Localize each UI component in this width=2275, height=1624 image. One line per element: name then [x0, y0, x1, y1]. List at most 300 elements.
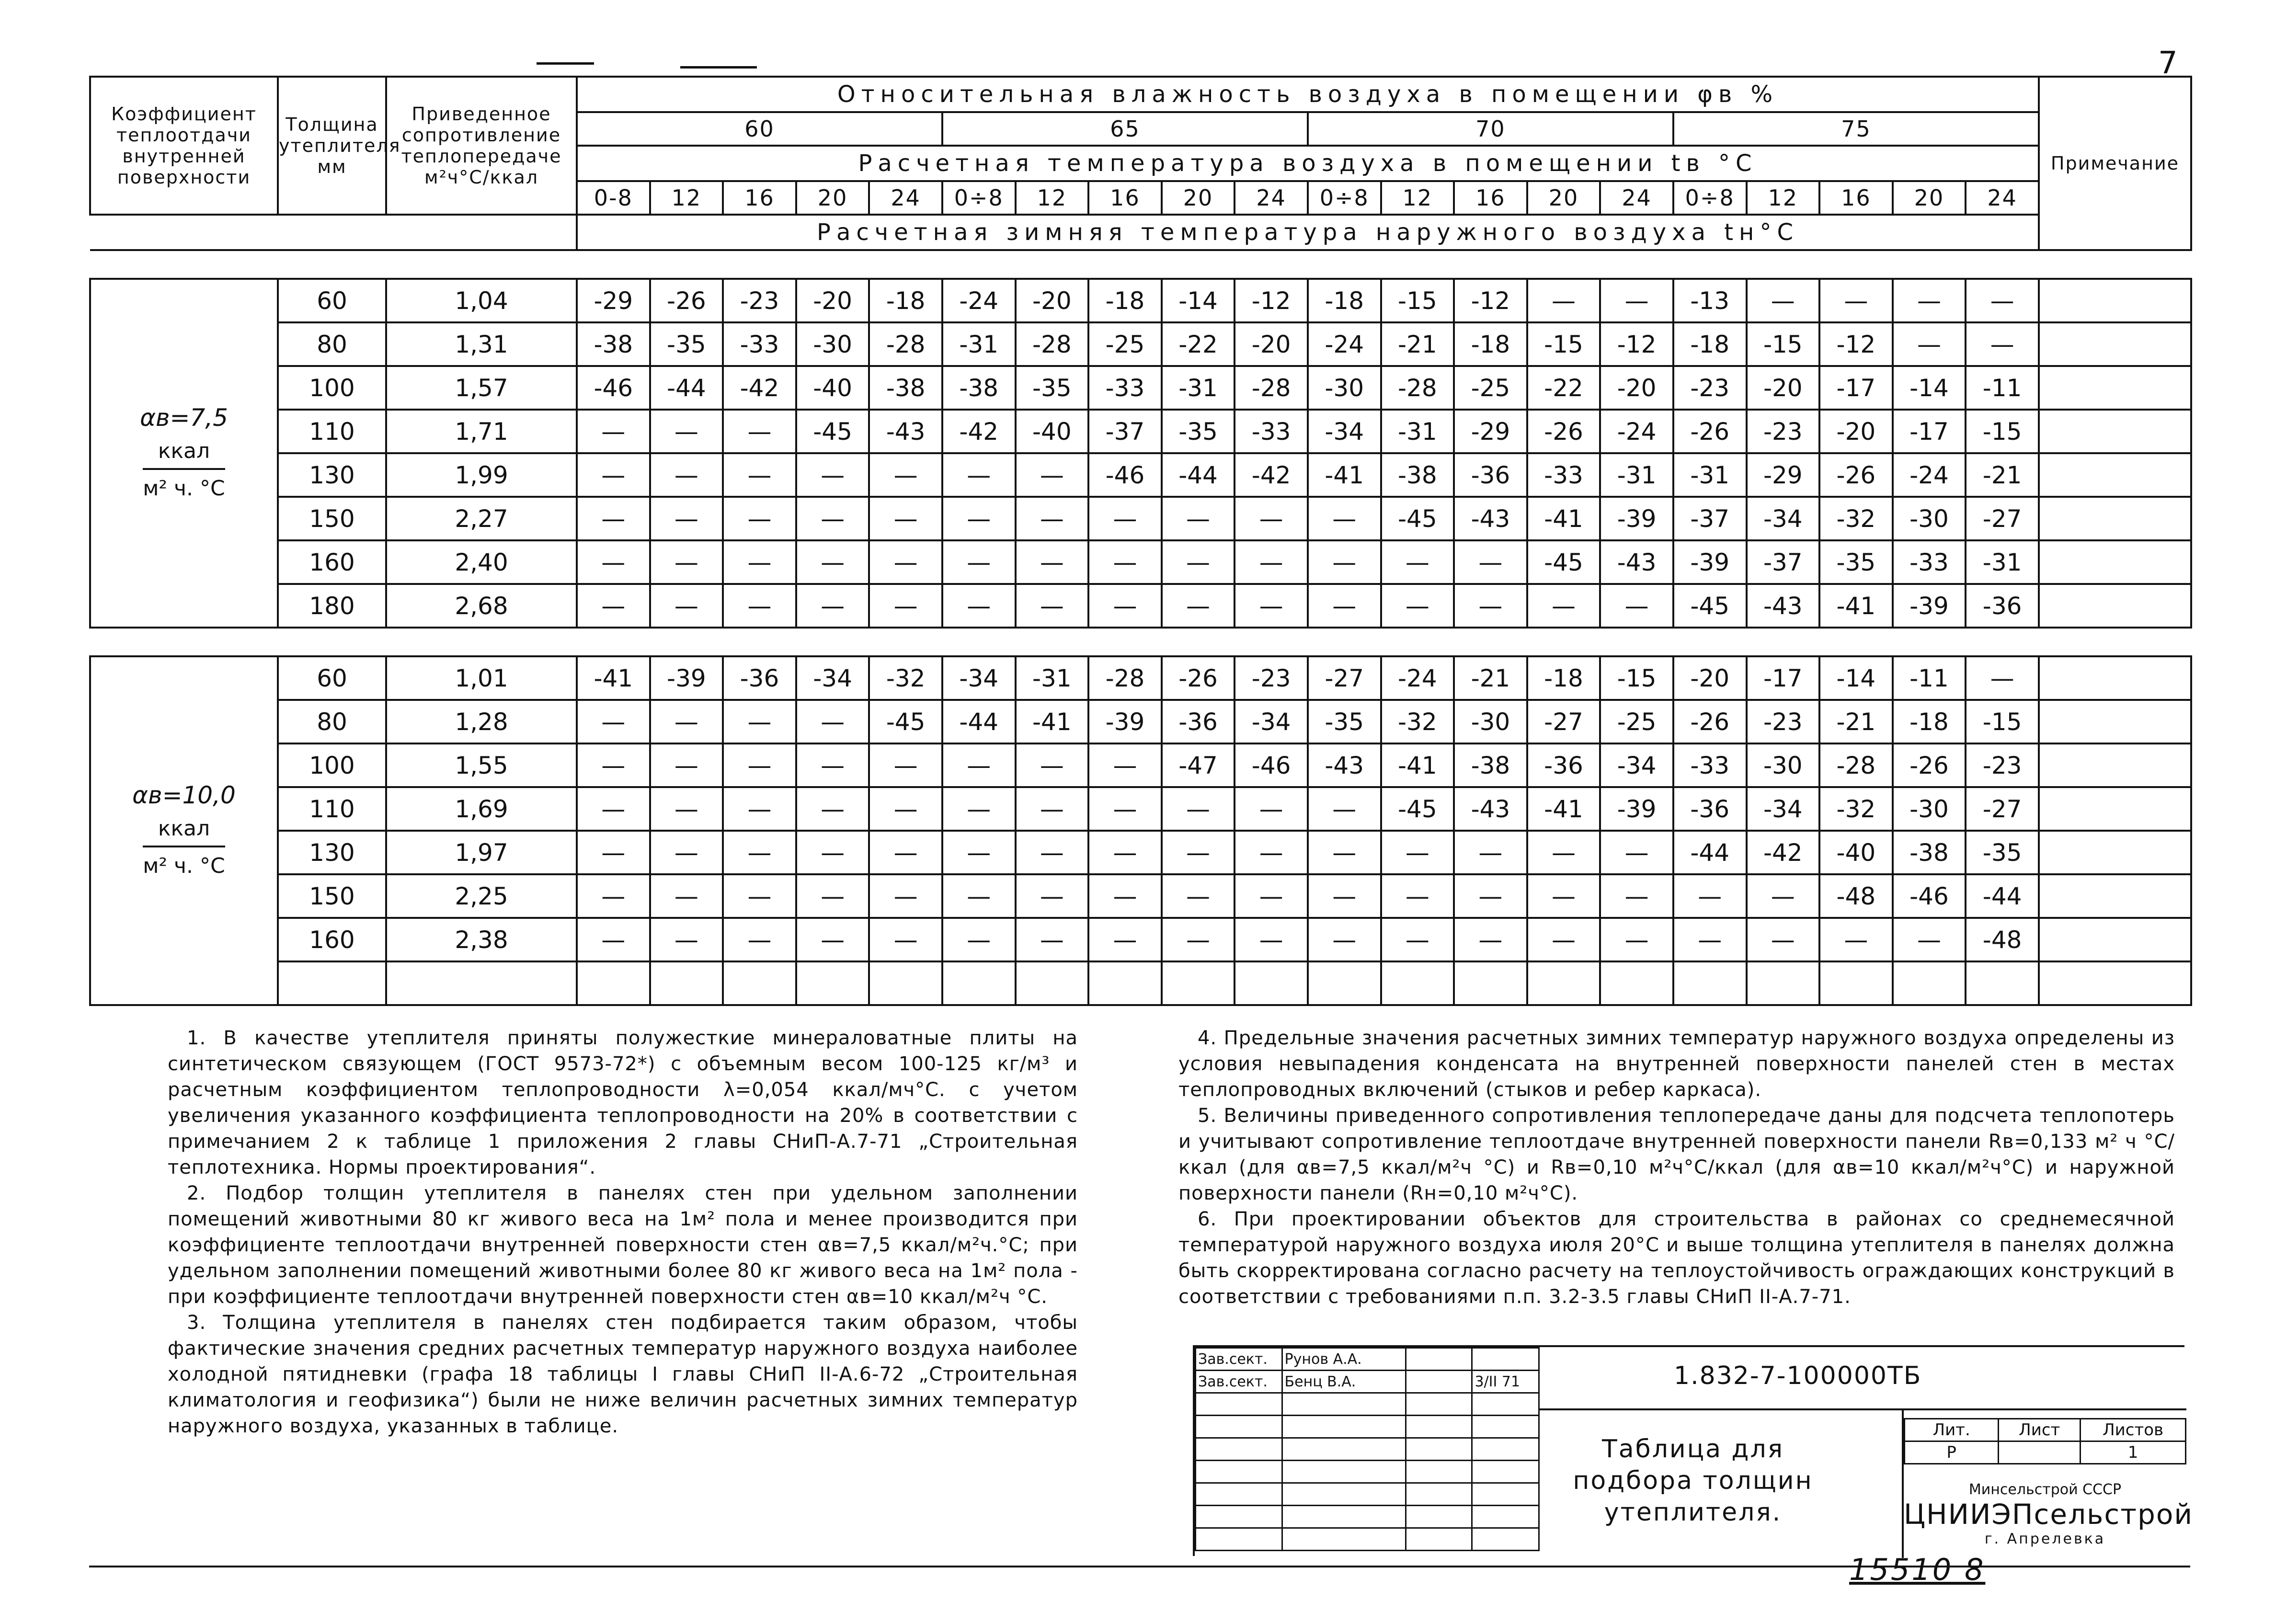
temp-value-cell: — [1747, 874, 1820, 918]
temp-value-cell: -24 [1893, 453, 1966, 497]
temp-value-cell: -18 [1893, 700, 1966, 743]
thickness-cell: 130 [278, 453, 386, 497]
temp-value-cell: — [869, 584, 942, 628]
temp-value-cell: -18 [869, 279, 942, 322]
note-cell [2039, 410, 2191, 453]
note-cell [2039, 787, 2191, 831]
resistance-cell: 2,68 [386, 584, 577, 628]
signature-table [1195, 1347, 1540, 1551]
temp-value-cell: -39 [1893, 584, 1966, 628]
resistance-cell: 2,40 [386, 540, 577, 584]
temp-value-cell: — [723, 874, 796, 918]
temp-value-cell: — [1308, 787, 1381, 831]
temp-value-cell: — [577, 700, 650, 743]
temp-value-cell: — [1893, 918, 1966, 961]
outer-temp-title: Расчетная зимняя температура наружного воздуха tн°С [577, 215, 2039, 250]
temp-value-cell: -20 [1016, 279, 1089, 322]
temp-value-cell: -18 [1527, 656, 1601, 700]
table-row [90, 787, 2191, 831]
temp-value-cell: -22 [1162, 322, 1235, 366]
note-cell [2039, 453, 2191, 497]
temp-value-cell: -25 [1088, 322, 1162, 366]
temp-value-cell: -36 [1162, 700, 1235, 743]
temp-value-cell: — [723, 410, 796, 453]
temp-value-cell: -35 [1308, 700, 1381, 743]
temp-header: 12 [1016, 181, 1089, 215]
temp-value-cell: — [942, 497, 1016, 540]
gap-row [90, 250, 2191, 279]
temp-value-cell: -28 [1016, 322, 1089, 366]
temp-value-cell: — [1819, 918, 1893, 961]
temp-value-cell: -36 [1673, 787, 1747, 831]
temp-value-cell: -48 [1819, 874, 1893, 918]
temp-value-cell: -42 [1747, 831, 1820, 874]
temp-value-cell: — [796, 584, 869, 628]
temp-value-cell: — [650, 700, 723, 743]
temp-value-cell: — [1893, 279, 1966, 322]
sheet-label: Лист [1999, 1419, 2081, 1441]
temp-value-cell: -37 [1088, 410, 1162, 453]
temp-value-cell: — [723, 831, 796, 874]
temp-value-cell: — [1454, 540, 1527, 584]
temp-value-cell: — [796, 497, 869, 540]
temp-value-cell: -18 [1308, 279, 1381, 322]
temp-value-cell: -44 [942, 700, 1016, 743]
temp-value-cell: -20 [796, 279, 869, 322]
temp-value-cell: -45 [869, 700, 942, 743]
temp-value-cell: -41 [1527, 787, 1601, 831]
thickness-cell: 110 [278, 410, 386, 453]
thickness-cell: 100 [278, 743, 386, 787]
temp-value-cell: — [1162, 497, 1235, 540]
temp-value-cell: — [1600, 831, 1673, 874]
signature-2 [1406, 1371, 1472, 1393]
temp-value-cell: -39 [1088, 700, 1162, 743]
temp-value-cell: -41 [1016, 700, 1089, 743]
temp-value-cell: -26 [650, 279, 723, 322]
temp-value-cell: -33 [723, 322, 796, 366]
temp-value-cell: — [1381, 540, 1454, 584]
document-code: 1.832-7-100000ТБ [1674, 1361, 1922, 1390]
thickness-cell: 60 [278, 656, 386, 700]
temp-value-cell: -42 [723, 366, 796, 410]
notes-right [1178, 1025, 2175, 1310]
sheet-title: Таблица для подбора толщин утеплителя. [1573, 1435, 1813, 1527]
temp-value-cell: — [1235, 831, 1308, 874]
temp-value-cell: — [1088, 497, 1162, 540]
temp-value-cell: -41 [1381, 743, 1454, 787]
temp-value-cell: — [1162, 831, 1235, 874]
temp-value-cell: -39 [650, 656, 723, 700]
temp-value-cell: -21 [1819, 700, 1893, 743]
temp-value-cell: — [1308, 497, 1381, 540]
thickness-cell: 80 [278, 322, 386, 366]
temp-value-cell: -20 [1600, 366, 1673, 410]
temp-value-cell: -27 [1308, 656, 1381, 700]
thickness-cell: 160 [278, 540, 386, 584]
temp-value-cell: — [1454, 918, 1527, 961]
note-3: 3. Толщина утеплителя в панелях стен подбирается таким образом, чтобы фактические значения средних расчетных температур наружного воздуха наиболее холодной пятидневки (графа 18 таблицы I главы СНиП II-А.6-72 „Строительная климатология и геофизика“) были не ниже величин расчетных зимних температур наружного воздуха, указанных в таблице. [168, 1312, 1078, 1437]
col-header-coef: Коэффициент теплоотдачи внутренней поверхности [90, 77, 278, 215]
temp-value-cell: — [1600, 279, 1673, 322]
group-alpha-10 [90, 656, 2191, 1005]
coef-unit-bottom: м² ч. °С [143, 846, 225, 883]
temp-value-cell: — [942, 918, 1016, 961]
table-row [90, 453, 2191, 497]
temp-value-cell: -38 [1381, 453, 1454, 497]
temp-value-cell: -40 [1819, 831, 1893, 874]
temp-value-cell: -32 [1819, 497, 1893, 540]
temp-value-cell: -24 [1308, 322, 1381, 366]
temp-value-cell: -41 [577, 656, 650, 700]
temp-value-cell: — [1527, 918, 1601, 961]
temp-value-cell: -17 [1819, 366, 1893, 410]
temp-value-cell: -45 [1673, 584, 1747, 628]
resistance-cell: 1,31 [386, 322, 577, 366]
insulation-table [89, 76, 2192, 1006]
temp-value-cell: -12 [1454, 279, 1527, 322]
coef-cell [90, 279, 278, 628]
temp-value-cell: -26 [1893, 743, 1966, 787]
temp-value-cell: -30 [1747, 743, 1820, 787]
temp-value-cell: — [1162, 584, 1235, 628]
thickness-cell: 150 [278, 874, 386, 918]
temp-value-cell: -42 [942, 410, 1016, 453]
temp-value-cell: -31 [1966, 540, 2039, 584]
resistance-cell: 1,99 [386, 453, 577, 497]
temp-value-cell: — [1381, 831, 1454, 874]
temp-header: 16 [1088, 181, 1162, 215]
temp-value-cell: — [1016, 874, 1089, 918]
humidity-60: 60 [577, 112, 942, 146]
temp-value-cell: — [1454, 831, 1527, 874]
note-4: 4. Предельные значения расчетных зимних температур наружного воздуха определены из условия невыпадения конденсата на внутренней поверхности панелей стен в местах теплопроводных включений (стыков и ребер каркаса). [1178, 1027, 2175, 1101]
thickness-cell: 100 [278, 366, 386, 410]
temp-value-cell: -22 [1527, 366, 1601, 410]
temp-value-cell: -18 [1673, 322, 1747, 366]
temp-value-cell: — [1747, 918, 1820, 961]
lit-value: Р [1905, 1441, 1999, 1464]
temp-value-cell: — [1966, 279, 2039, 322]
temp-value-cell: -31 [1016, 656, 1089, 700]
temp-value-cell: -44 [650, 366, 723, 410]
temp-header: 0÷8 [1308, 181, 1381, 215]
temp-value-cell: — [650, 874, 723, 918]
temp-value-cell: — [1162, 918, 1235, 961]
temp-value-cell: -15 [1747, 322, 1820, 366]
note-cell [2039, 322, 2191, 366]
temp-value-cell: -38 [1454, 743, 1527, 787]
temp-value-cell: — [1235, 787, 1308, 831]
temp-value-cell: -15 [1381, 279, 1454, 322]
temp-value-cell: -20 [1747, 366, 1820, 410]
coef-value: αв=7,5 [140, 404, 228, 432]
name-2: Бенц В.А. [1282, 1371, 1406, 1393]
note-cell [2039, 584, 2191, 628]
coef-value: αв=10,0 [132, 781, 236, 809]
temp-value-cell: — [650, 787, 723, 831]
table-row [90, 366, 2191, 410]
temp-value-cell: — [942, 453, 1016, 497]
temp-value-cell: — [796, 918, 869, 961]
temp-value-cell: -40 [1016, 410, 1089, 453]
temp-value-cell: -41 [1819, 584, 1893, 628]
table-row [90, 831, 2191, 874]
note-5: 5. Величины приведенного сопротивления теплопередаче даны для подсчета теплопотерь и учитывают сопротивление теплоотдаче внутренней поверхности панели Rв=0,133 м² ч °С/ккал (для αв=7,5 ккал/м²ч °С) и Rв=0,10 м²ч°С/ккал (для αв=10 ккал/м²ч°С) и наружной поверхности панели (Rн=0,10 м²ч°С). [1178, 1105, 2175, 1204]
temp-value-cell: — [1088, 584, 1162, 628]
temp-value-cell: — [1527, 584, 1601, 628]
temp-value-cell: -45 [1527, 540, 1601, 584]
temp-value-cell: — [942, 831, 1016, 874]
temp-value-cell: -30 [1454, 700, 1527, 743]
temp-value-cell: -38 [1893, 831, 1966, 874]
temp-value-cell: -31 [1600, 453, 1673, 497]
temp-value-cell: — [1527, 874, 1601, 918]
temp-value-cell: — [723, 540, 796, 584]
temp-value-cell: -44 [1966, 874, 2039, 918]
page-number: 7 [2158, 46, 2178, 81]
temp-value-cell: -35 [650, 322, 723, 366]
temp-value-cell: — [1016, 787, 1089, 831]
temp-value-cell: -34 [1600, 743, 1673, 787]
temp-value-cell: -35 [1016, 366, 1089, 410]
table-row [90, 656, 2191, 700]
temp-value-cell: — [1162, 874, 1235, 918]
temp-value-cell: — [577, 540, 650, 584]
temp-header: 0÷8 [1673, 181, 1747, 215]
temp-value-cell: -12 [1600, 322, 1673, 366]
temp-value-cell: -41 [1308, 453, 1381, 497]
temp-value-cell: -36 [723, 656, 796, 700]
title-block [1193, 1345, 2194, 1556]
organization [1904, 1481, 2194, 1547]
thickness-cell: 130 [278, 831, 386, 874]
temp-value-cell: -34 [942, 656, 1016, 700]
notes-left [168, 1025, 1078, 1439]
temp-value-cell: -33 [1673, 743, 1747, 787]
temp-value-cell: -48 [1966, 918, 2039, 961]
temp-value-cell: -32 [869, 656, 942, 700]
temp-value-cell: -26 [1819, 453, 1893, 497]
temp-value-cell: — [796, 874, 869, 918]
temp-value-cell: -27 [1966, 787, 2039, 831]
temp-header: 24 [1966, 181, 2039, 215]
temp-value-cell: — [1235, 874, 1308, 918]
temp-value-cell: — [1381, 874, 1454, 918]
temp-header: 24 [1235, 181, 1308, 215]
temp-value-cell: -33 [1088, 366, 1162, 410]
temp-value-cell: — [942, 874, 1016, 918]
temp-value-cell: — [1381, 918, 1454, 961]
temp-value-cell: -11 [1893, 656, 1966, 700]
temp-header: 20 [796, 181, 869, 215]
temp-value-cell: — [650, 831, 723, 874]
temp-value-cell: -26 [1527, 410, 1601, 453]
resistance-cell: 1,28 [386, 700, 577, 743]
temp-value-cell: -25 [1454, 366, 1527, 410]
col-header-thickness: Толщина утеплителя мм [278, 77, 386, 215]
table-row [90, 322, 2191, 366]
temp-value-cell: — [723, 918, 796, 961]
temp-header: 12 [650, 181, 723, 215]
temp-value-cell: -30 [1893, 497, 1966, 540]
temp-value-cell: -43 [1454, 787, 1527, 831]
temp-value-cell: -15 [1527, 322, 1601, 366]
temp-value-cell: — [1235, 918, 1308, 961]
temp-value-cell: — [796, 700, 869, 743]
coef-unit-bottom: м² ч. °С [143, 468, 225, 505]
temp-value-cell: -28 [1381, 366, 1454, 410]
org-name: ЦНИИЭПсельстрой [1904, 1498, 2194, 1531]
humidity-title: Относительная влажность воздуха в помещении φв % [577, 77, 2039, 112]
temp-value-cell: — [1016, 918, 1089, 961]
temp-value-cell: — [577, 874, 650, 918]
thickness-cell: 150 [278, 497, 386, 540]
temp-value-cell: — [1381, 584, 1454, 628]
resistance-cell: 1,71 [386, 410, 577, 453]
temp-header: 0-8 [577, 181, 650, 215]
temp-value-cell: — [1088, 787, 1162, 831]
table-row [90, 540, 2191, 584]
temp-value-cell: -36 [1527, 743, 1601, 787]
temp-value-cell: — [1162, 787, 1235, 831]
temp-value-cell: -21 [1966, 453, 2039, 497]
temp-value-cell: -30 [1893, 787, 1966, 831]
temp-value-cell: -38 [942, 366, 1016, 410]
temp-value-cell: — [1235, 540, 1308, 584]
temp-value-cell: -40 [796, 366, 869, 410]
group-alpha-7-5 [90, 279, 2191, 628]
temp-value-cell: -33 [1527, 453, 1601, 497]
temp-value-cell: — [650, 497, 723, 540]
temp-value-cell: -18 [1454, 322, 1527, 366]
top-mark [680, 66, 757, 69]
temp-value-cell: — [869, 743, 942, 787]
temp-value-cell: — [1600, 874, 1673, 918]
resistance-cell: 1,69 [386, 787, 577, 831]
temp-header: 12 [1747, 181, 1820, 215]
temp-value-cell: -35 [1162, 410, 1235, 453]
role-1: Зав.сект. [1196, 1348, 1282, 1371]
gap-row [90, 628, 2191, 656]
temp-header: 24 [869, 181, 942, 215]
temp-value-cell: -20 [1235, 322, 1308, 366]
thickness-cell: 80 [278, 700, 386, 743]
note-cell [2039, 743, 2191, 787]
temp-value-cell: -46 [1088, 453, 1162, 497]
temp-value-cell: — [1600, 918, 1673, 961]
temp-value-cell: -17 [1893, 410, 1966, 453]
temp-value-cell: — [869, 497, 942, 540]
temp-value-cell: -30 [1308, 366, 1381, 410]
temp-value-cell: — [1673, 874, 1747, 918]
temp-value-cell: -31 [1381, 410, 1454, 453]
temp-value-cell: — [1308, 874, 1381, 918]
note-cell [2039, 497, 2191, 540]
temp-header: 20 [1162, 181, 1235, 215]
temp-value-cell: — [1235, 584, 1308, 628]
sign-date: 3/II 71 [1472, 1371, 1539, 1393]
temp-value-cell: — [577, 918, 650, 961]
temp-value-cell: -33 [1235, 410, 1308, 453]
humidity-75: 75 [1673, 112, 2039, 146]
temp-value-cell: -36 [1454, 453, 1527, 497]
temp-value-cell: -29 [577, 279, 650, 322]
inner-temp-title: Расчетная температура воздуха в помещении tв °С [577, 146, 2039, 181]
temp-value-cell: — [577, 584, 650, 628]
temp-value-cell: -39 [1673, 540, 1747, 584]
name-1: Рунов А.А. [1282, 1348, 1406, 1371]
coef-unit-top: ккал [158, 816, 210, 841]
temp-value-cell: -23 [1966, 743, 2039, 787]
resistance-cell: 2,25 [386, 874, 577, 918]
note-cell [2039, 918, 2191, 961]
temp-value-cell: — [1600, 584, 1673, 628]
temp-value-cell: — [1088, 874, 1162, 918]
thickness-cell: 110 [278, 787, 386, 831]
temp-value-cell: — [942, 787, 1016, 831]
temp-value-cell: -32 [1819, 787, 1893, 831]
bottom-number: 15510 8 [1849, 1552, 1986, 1587]
temp-value-cell: -38 [577, 322, 650, 366]
temp-value-cell: -38 [869, 366, 942, 410]
temp-value-cell: — [723, 743, 796, 787]
temp-value-cell: — [1308, 831, 1381, 874]
sheets-label: Листов [2081, 1419, 2186, 1441]
note-cell [2039, 366, 2191, 410]
note-cell [2039, 279, 2191, 322]
temp-value-cell: -43 [1454, 497, 1527, 540]
table-row [90, 497, 2191, 540]
temp-value-cell: -39 [1600, 497, 1673, 540]
temp-value-cell: — [723, 453, 796, 497]
temp-value-cell: -33 [1893, 540, 1966, 584]
temp-value-cell: — [1893, 322, 1966, 366]
humidity-65: 65 [942, 112, 1308, 146]
temp-header: 20 [1527, 181, 1601, 215]
temp-value-cell: -14 [1819, 656, 1893, 700]
temp-value-cell: — [723, 787, 796, 831]
temp-value-cell: — [1308, 918, 1381, 961]
temp-value-cell: — [1966, 656, 2039, 700]
temp-value-cell: — [650, 453, 723, 497]
note-6: 6. При проектировании объектов для строительства в районах со среднемесячной температурой наружного воздуха июля 20°С и выше толщина утеплителя в панелях должна быть скорректирована согласно расчету на теплоустойчивость ограждающих конструкций в соответствии с требованиями п.п. 3.2-3.5 главы СНиП II-А.7-71. [1178, 1208, 2175, 1308]
temp-value-cell: — [869, 918, 942, 961]
temp-value-cell: — [650, 410, 723, 453]
table-row [90, 584, 2191, 628]
temp-header: 24 [1600, 181, 1673, 215]
thickness-cell: 180 [278, 584, 386, 628]
role-2: Зав.сект. [1196, 1371, 1282, 1393]
temp-value-cell: -26 [1673, 410, 1747, 453]
temp-value-cell: -23 [1747, 700, 1820, 743]
humidity-70: 70 [1308, 112, 1673, 146]
temp-value-cell: -44 [1673, 831, 1747, 874]
temp-value-cell: -46 [1235, 743, 1308, 787]
resistance-cell: 2,27 [386, 497, 577, 540]
top-mark [537, 62, 594, 65]
temp-value-cell: — [869, 540, 942, 584]
table-row [90, 279, 2191, 322]
temp-value-cell: -36 [1966, 584, 2039, 628]
temp-value-cell: — [723, 584, 796, 628]
main-table-wrap [89, 76, 2190, 1006]
org-city: г. Апрелевка [1984, 1531, 2106, 1547]
temp-value-cell: — [1454, 874, 1527, 918]
temp-value-cell: -12 [1819, 322, 1893, 366]
temp-value-cell: -23 [1235, 656, 1308, 700]
temp-value-cell: — [577, 831, 650, 874]
